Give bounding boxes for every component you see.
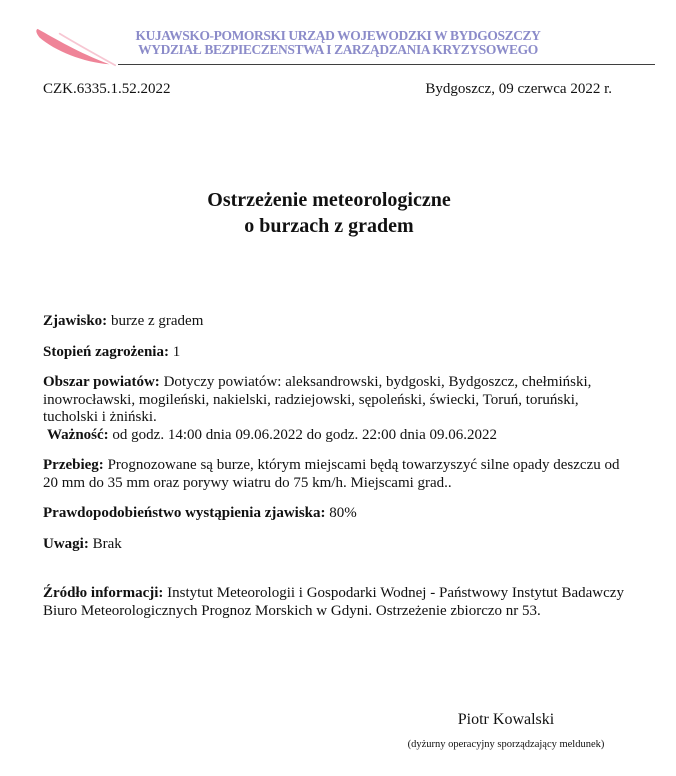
field-prawdopodobienstwo: [43, 505, 635, 523]
signature-name: Piotr Kowalski: [457, 711, 555, 728]
field-value: burze z gradem: [110, 313, 204, 329]
field-uwagi: [43, 536, 635, 554]
field-value: Brak: [92, 535, 122, 552]
field-value: 80%: [329, 505, 357, 521]
header-divider: [118, 64, 655, 65]
field-obszar-powiatow: [43, 374, 635, 427]
field-label: Zjawisko:: [43, 313, 108, 329]
field-label: Obszar powiatów:: [43, 374, 160, 390]
field-label: Przebieg:: [43, 457, 104, 473]
field-stopien-zagrozenia: [43, 344, 635, 362]
field-zjawisko: [43, 313, 635, 331]
field-label: Ważność:: [47, 426, 109, 443]
document-body: [43, 313, 635, 633]
field-waznosc: [43, 427, 635, 445]
field-zrodlo-informacji: [43, 585, 635, 620]
field-value: 1: [172, 343, 181, 360]
field-value: Dotyczy powiatów: aleksandrowski, bydgoski, Bydgoszcz, chełmiński, inowrocławski, mogileński, nakielski, radziejowski, sępoleński, świecki, Toruń, toruński, tucholski i żniński.: [43, 374, 592, 425]
field-label: Stopień zagrożenia:: [43, 343, 169, 360]
org-header: [0, 29, 676, 57]
field-label: Źródło informacji:: [43, 585, 164, 601]
document-title: [0, 187, 667, 239]
field-przebieg: [43, 457, 635, 492]
document-title-line1: Ostrzeżenie meteorologiczne: [207, 189, 451, 211]
org-name-line1: KUJAWSKO-POMORSKI URZĄD WOJEWODZKI W BYDGOSZCZY: [135, 28, 541, 43]
signature-block: [340, 710, 672, 751]
field-value: od godz. 14:00 dnia 09.06.2022 do godz. 22:00 dnia 09.06.2022: [112, 426, 497, 443]
field-label: Prawdopodobieństwo wystąpienia zjawiska:: [43, 505, 326, 521]
signature-role: (dyżurny operacyjny sporządzający meldunek): [407, 739, 605, 750]
reference-number: CZK.6335.1.52.2022: [43, 81, 171, 97]
org-name-line2: WYDZIAŁ BEZPIECZENSTWA I ZARZĄDZANIA KRYZYSOWEGO: [138, 42, 538, 57]
reference-row: [43, 81, 612, 98]
field-value: Prognozowane są burze, którym miejscami będą towarzyszyć silne opady deszczu od 20 mm do 35 mm oraz porywy wiatru do 75 km/h. Miejscami grad..: [43, 457, 620, 491]
field-label: Uwagi:: [43, 535, 89, 552]
field-value: Instytut Meteorologii i Gospodarki Wodnej - Państwowy Instytut Badawczy Biuro Meteorologicznych Prognoz Morskich w Gdyni. Ostrzeżenie zbiorczo nr 53.: [43, 585, 624, 619]
place-date: Bydgoszcz, 09 czerwca 2022 r.: [425, 81, 612, 97]
document-title-line2: o burzach z gradem: [244, 215, 414, 237]
